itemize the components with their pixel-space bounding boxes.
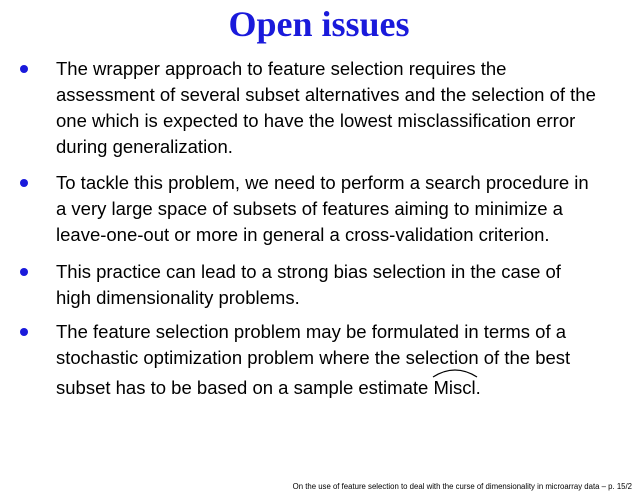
bullet-dot-icon — [20, 268, 28, 276]
hat-accent-icon — [432, 366, 478, 378]
slide-title: Open issues — [228, 4, 410, 44]
bullet-text-line: one which is expected to have the lowest misclassification error — [56, 110, 576, 131]
bullet-text-line: during generalization. — [56, 136, 233, 157]
bullet-text-line: high dimensionality problems. — [56, 287, 300, 308]
bullet-text-line: stochastic optimization problem where the selection of the best — [56, 347, 571, 368]
slide-footer: On the use of feature selection to deal with the curse of dimensionality in microarray data – p. 15/2 — [292, 482, 632, 491]
bullet-dot-icon — [20, 179, 28, 187]
bullet-text-suffix: . — [475, 377, 481, 398]
bullet-text-line: a very large space of subsets of features aiming to minimize a — [56, 198, 563, 219]
bullet-dot-icon — [20, 65, 28, 73]
bullet-text-line: This practice can lead to a strong bias selection in the case of — [56, 261, 561, 282]
bullet-text-line-with-estimate — [56, 375, 481, 401]
miscl-estimate-symbol — [433, 375, 475, 401]
bullet-text-line: leave-one-out or more in general a cross-validation criterion. — [56, 224, 550, 245]
bullet-text-line: assessment of several subset alternatives and the selection of the — [56, 84, 596, 105]
bullet-dot-icon — [20, 328, 28, 336]
bullet-text-line: To tackle this problem, we need to perform a search procedure in — [56, 172, 589, 193]
bullet-text-line: The feature selection problem may be formulated in terms of a — [56, 321, 567, 342]
miscl-symbol-text: Miscl — [433, 377, 476, 398]
bullet-text-prefix: subset has to be based on a sample estimate — [56, 377, 434, 398]
bullet-text-line: The wrapper approach to feature selection requires the — [56, 58, 507, 79]
